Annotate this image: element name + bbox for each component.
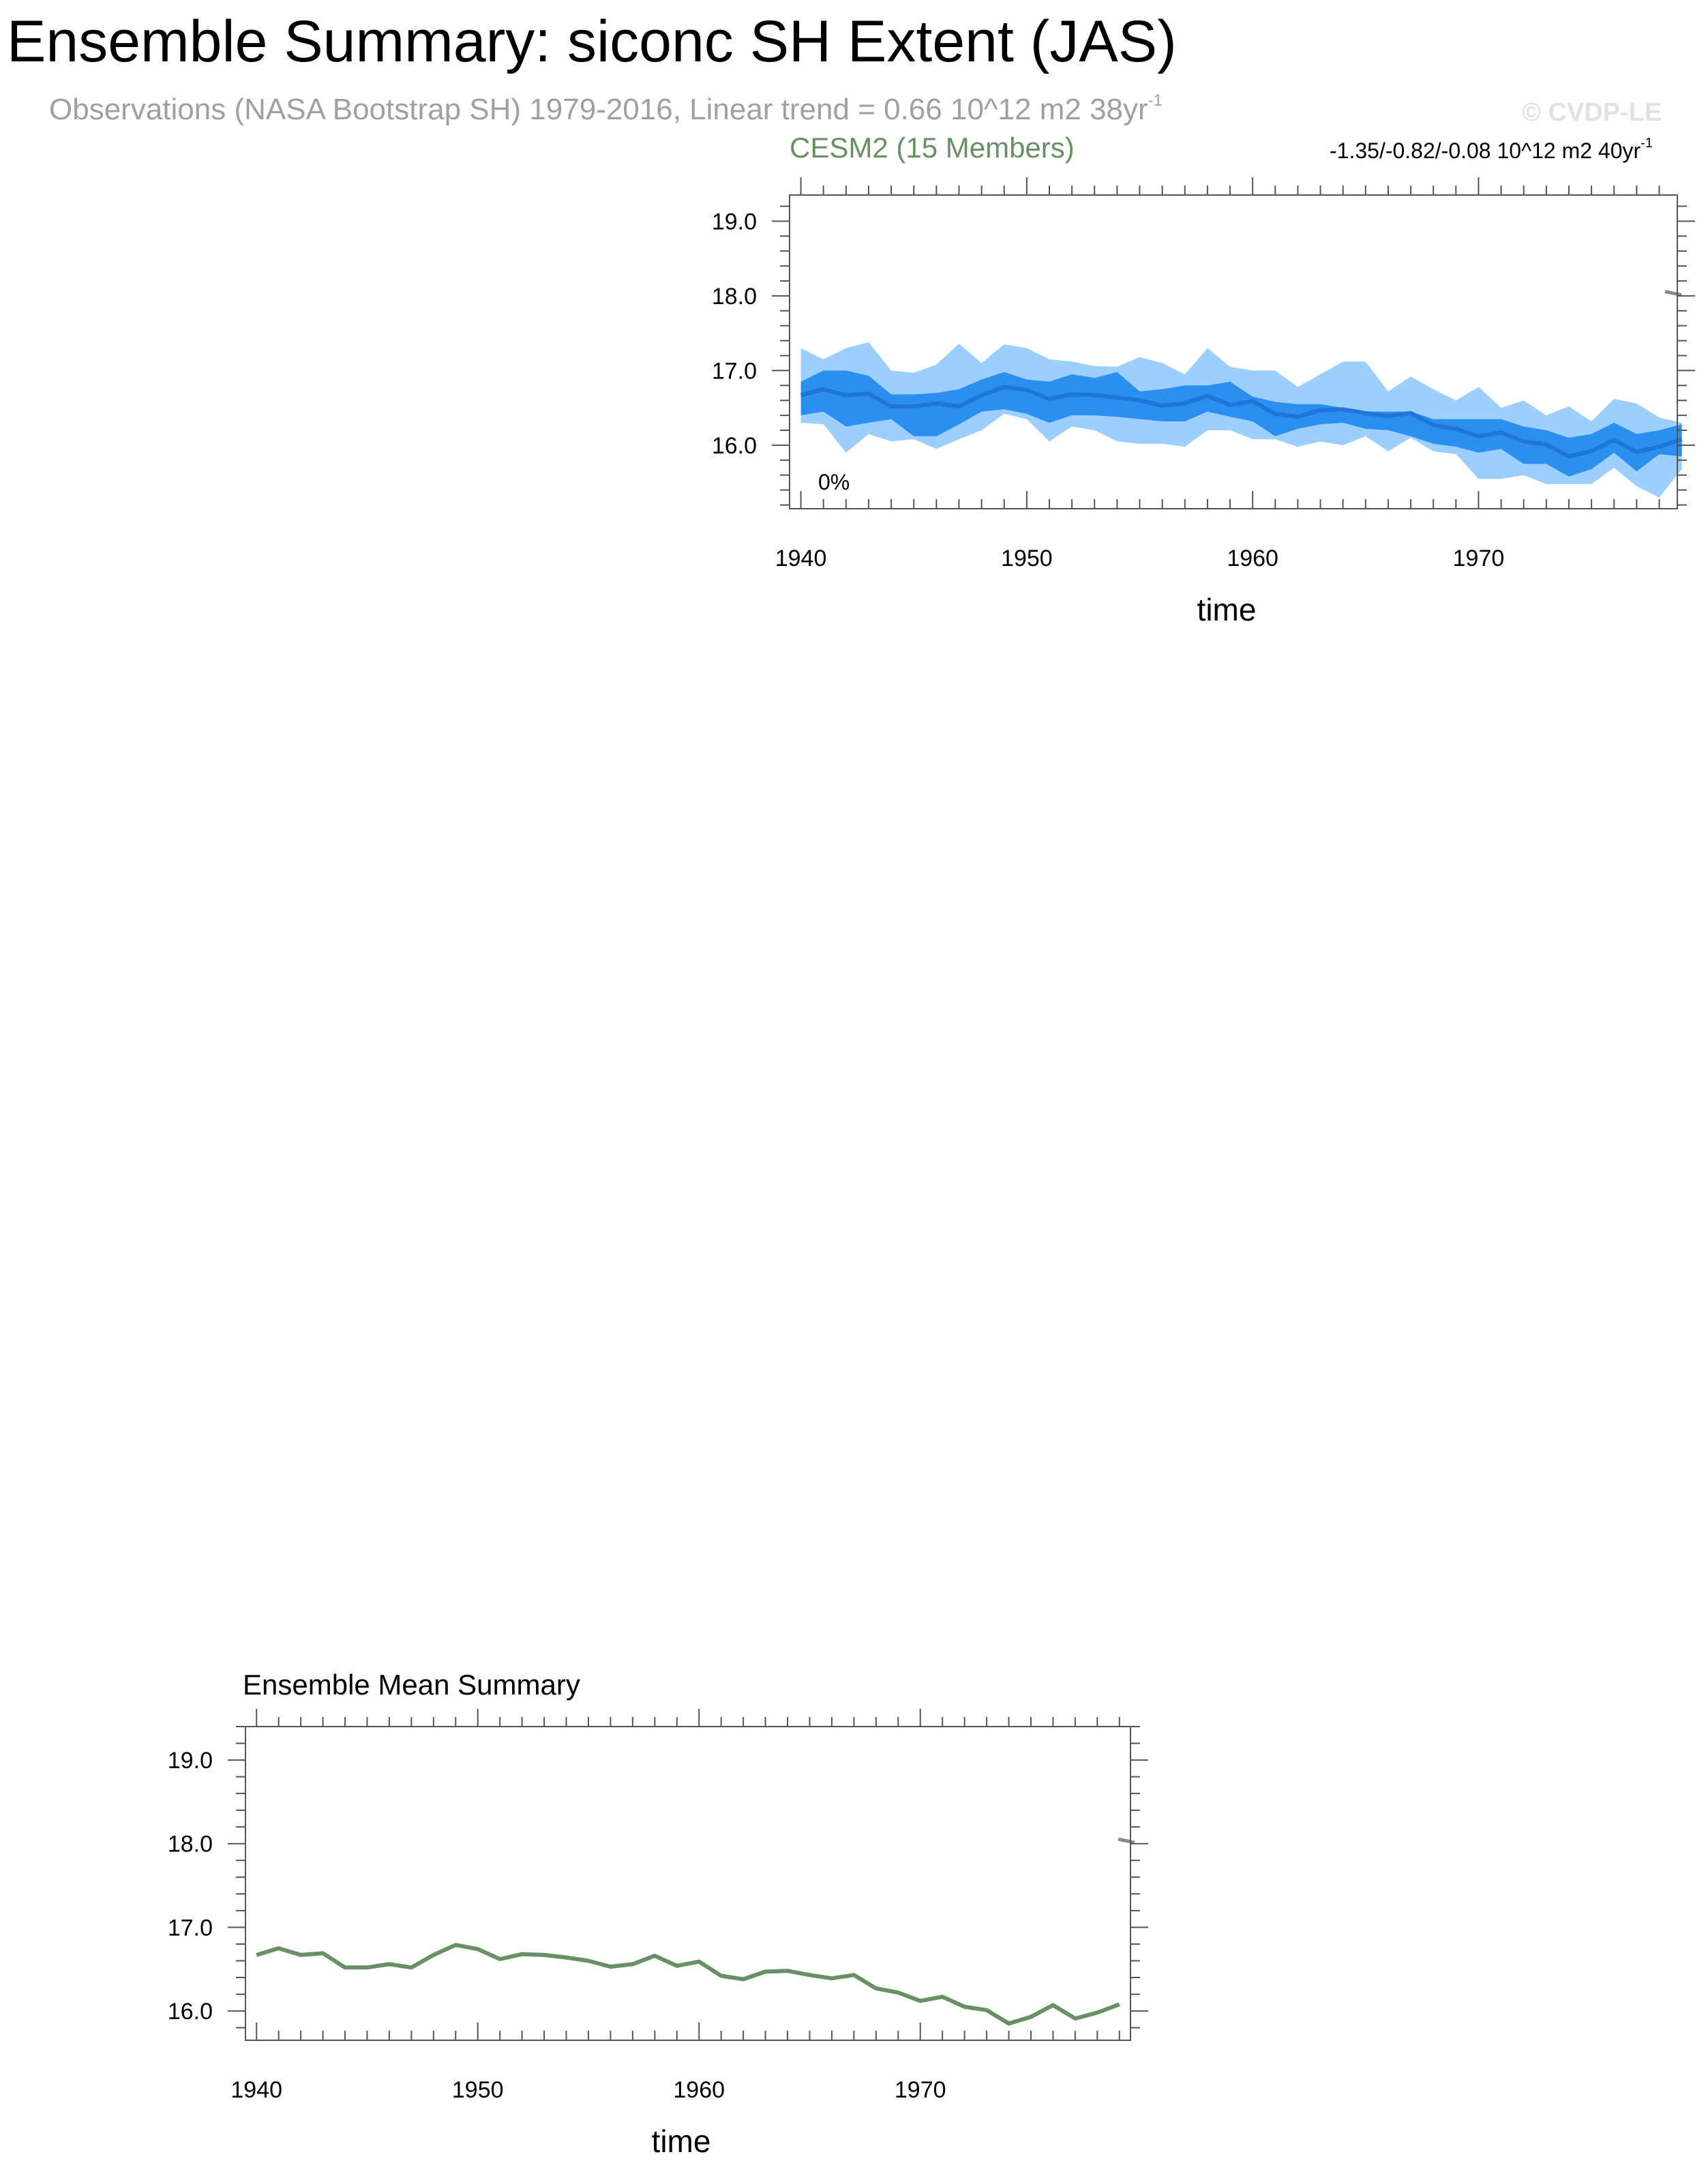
observation-marker xyxy=(1665,292,1681,295)
y-tick-label: 19.0 xyxy=(167,1748,213,1774)
cesm2-panel-title: CESM2 (15 Members) xyxy=(790,132,1075,164)
plot-frame xyxy=(245,1727,1130,2040)
x-tick-label: 1970 xyxy=(1452,546,1505,571)
y-tick-label: 18.0 xyxy=(167,1831,213,1858)
ensemble-mean-title: Ensemble Mean Summary xyxy=(243,1669,580,1701)
zero-percent-annotation: 0% xyxy=(818,470,850,494)
ensemble-mean-line xyxy=(256,1945,1120,2023)
observations-subtitle-text: Observations (NASA Bootstrap SH) 1979-2016, Linear trend = 0.66 10^12 m2 38yr xyxy=(49,93,1148,126)
cvdp-le-watermark: © CVDP-LE xyxy=(1522,98,1662,127)
x-tick-label: 1950 xyxy=(451,2077,504,2103)
x-tick-label: 1970 xyxy=(894,2077,946,2103)
y-tick-label: 18.0 xyxy=(711,283,757,310)
x-tick-label: 1940 xyxy=(230,2077,283,2103)
observation-marker xyxy=(1118,1839,1135,1843)
cesm2-ensemble-chart xyxy=(0,0,1708,655)
trend-range-exponent: -1 xyxy=(1640,136,1653,151)
x-axis-label: time xyxy=(651,2123,711,2159)
x-tick-label: 1940 xyxy=(775,546,827,571)
x-tick-label: 1960 xyxy=(1227,546,1278,571)
y-tick-label: 16.0 xyxy=(167,1999,213,2025)
y-tick-label: 16.0 xyxy=(711,432,757,459)
ensemble-mean-chart xyxy=(0,1691,1708,2178)
x-tick-label: 1950 xyxy=(1001,546,1053,571)
observations-subtitle-exponent: -1 xyxy=(1148,91,1163,110)
y-tick-label: 19.0 xyxy=(711,209,757,235)
y-tick-label: 17.0 xyxy=(167,1915,213,1941)
y-tick-label: 17.0 xyxy=(711,358,757,385)
main-title: Ensemble Summary: siconc SH Extent (JAS) xyxy=(7,9,1177,74)
x-tick-label: 1960 xyxy=(673,2077,725,2103)
trend-range-text: -1.35/-0.82/-0.08 10^12 m2 40yr xyxy=(1330,138,1641,163)
x-axis-label: time xyxy=(1197,592,1257,627)
